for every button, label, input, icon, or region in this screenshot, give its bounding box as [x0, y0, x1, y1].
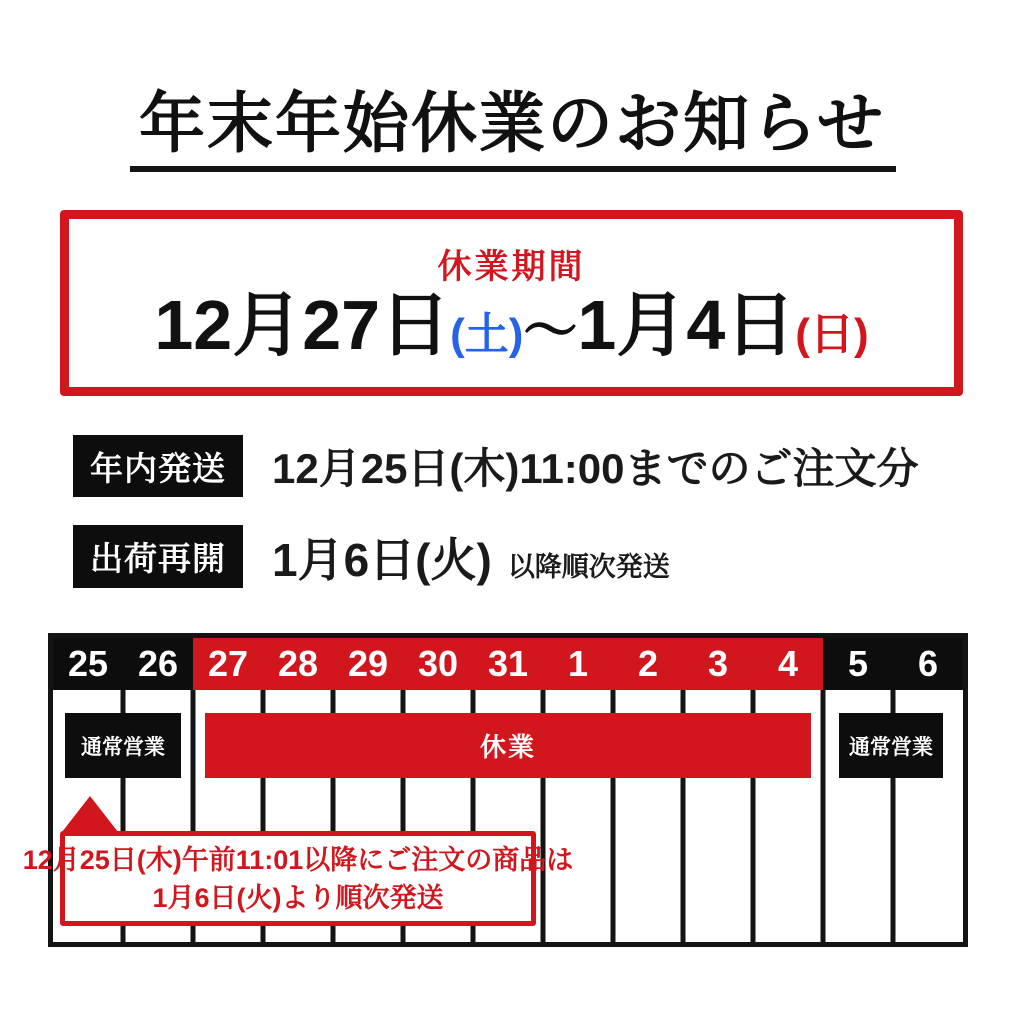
- calendar-day-26: 26: [137, 643, 179, 684]
- holiday-start-date: 12月27日: [154, 286, 451, 364]
- holiday-end-weekday: (日): [795, 310, 869, 359]
- calendar-day-5: 5: [847, 643, 869, 684]
- calendar-day-1: 1: [543, 638, 613, 690]
- grid-line: [821, 690, 826, 942]
- calendar-day-6: 6: [917, 643, 939, 684]
- calendar-day-31: 31: [473, 638, 543, 690]
- calendar-day-28: 28: [263, 638, 333, 690]
- holiday-end-date: 1月4日: [577, 286, 796, 364]
- holiday-range-tilde: ～: [523, 301, 578, 361]
- page-title: 年末年始休業のお知らせ: [138, 86, 886, 160]
- calendar-day-2: 2: [613, 638, 683, 690]
- resume-note-text: 以降順次発送: [507, 551, 670, 582]
- callout-pointer-icon: [62, 796, 118, 832]
- callout-box: [22, 831, 574, 926]
- callout-line-1: 12月25日(木)午前11:01以降にご注文の商品は: [22, 844, 574, 875]
- calendar-header: [53, 638, 963, 690]
- bar-normal-business-after: 通常営業: [839, 713, 943, 778]
- ship-by-badge: 年内発送: [73, 435, 243, 497]
- calendar-day-30: 30: [403, 638, 473, 690]
- bar-closed-period: 休業: [205, 713, 811, 778]
- ship-by-text: 12月25日(木)11:00までのご注文分: [272, 445, 919, 492]
- resume-date-text: 1月6日(火): [272, 533, 492, 586]
- title-underline: [130, 166, 896, 172]
- holiday-period-box: [60, 210, 963, 396]
- calendar-day-4: 4: [753, 638, 823, 690]
- resume-badge: 出荷再開: [73, 525, 243, 588]
- ship-by-row: [73, 435, 919, 497]
- resume-row: [73, 525, 670, 588]
- calendar-day-29: 29: [333, 638, 403, 690]
- holiday-period-dates: [69, 286, 954, 364]
- callout-line-2: 1月6日(火)より順次発送: [152, 882, 444, 913]
- calendar-day-27: 27: [193, 638, 263, 690]
- holiday-period-heading: 休業期間: [437, 248, 586, 286]
- calendar-day-3: 3: [683, 638, 753, 690]
- bar-normal-business-before: 通常営業: [65, 713, 181, 778]
- holiday-start-weekday: (土): [450, 310, 524, 359]
- calendar-day-25: 25: [67, 643, 109, 684]
